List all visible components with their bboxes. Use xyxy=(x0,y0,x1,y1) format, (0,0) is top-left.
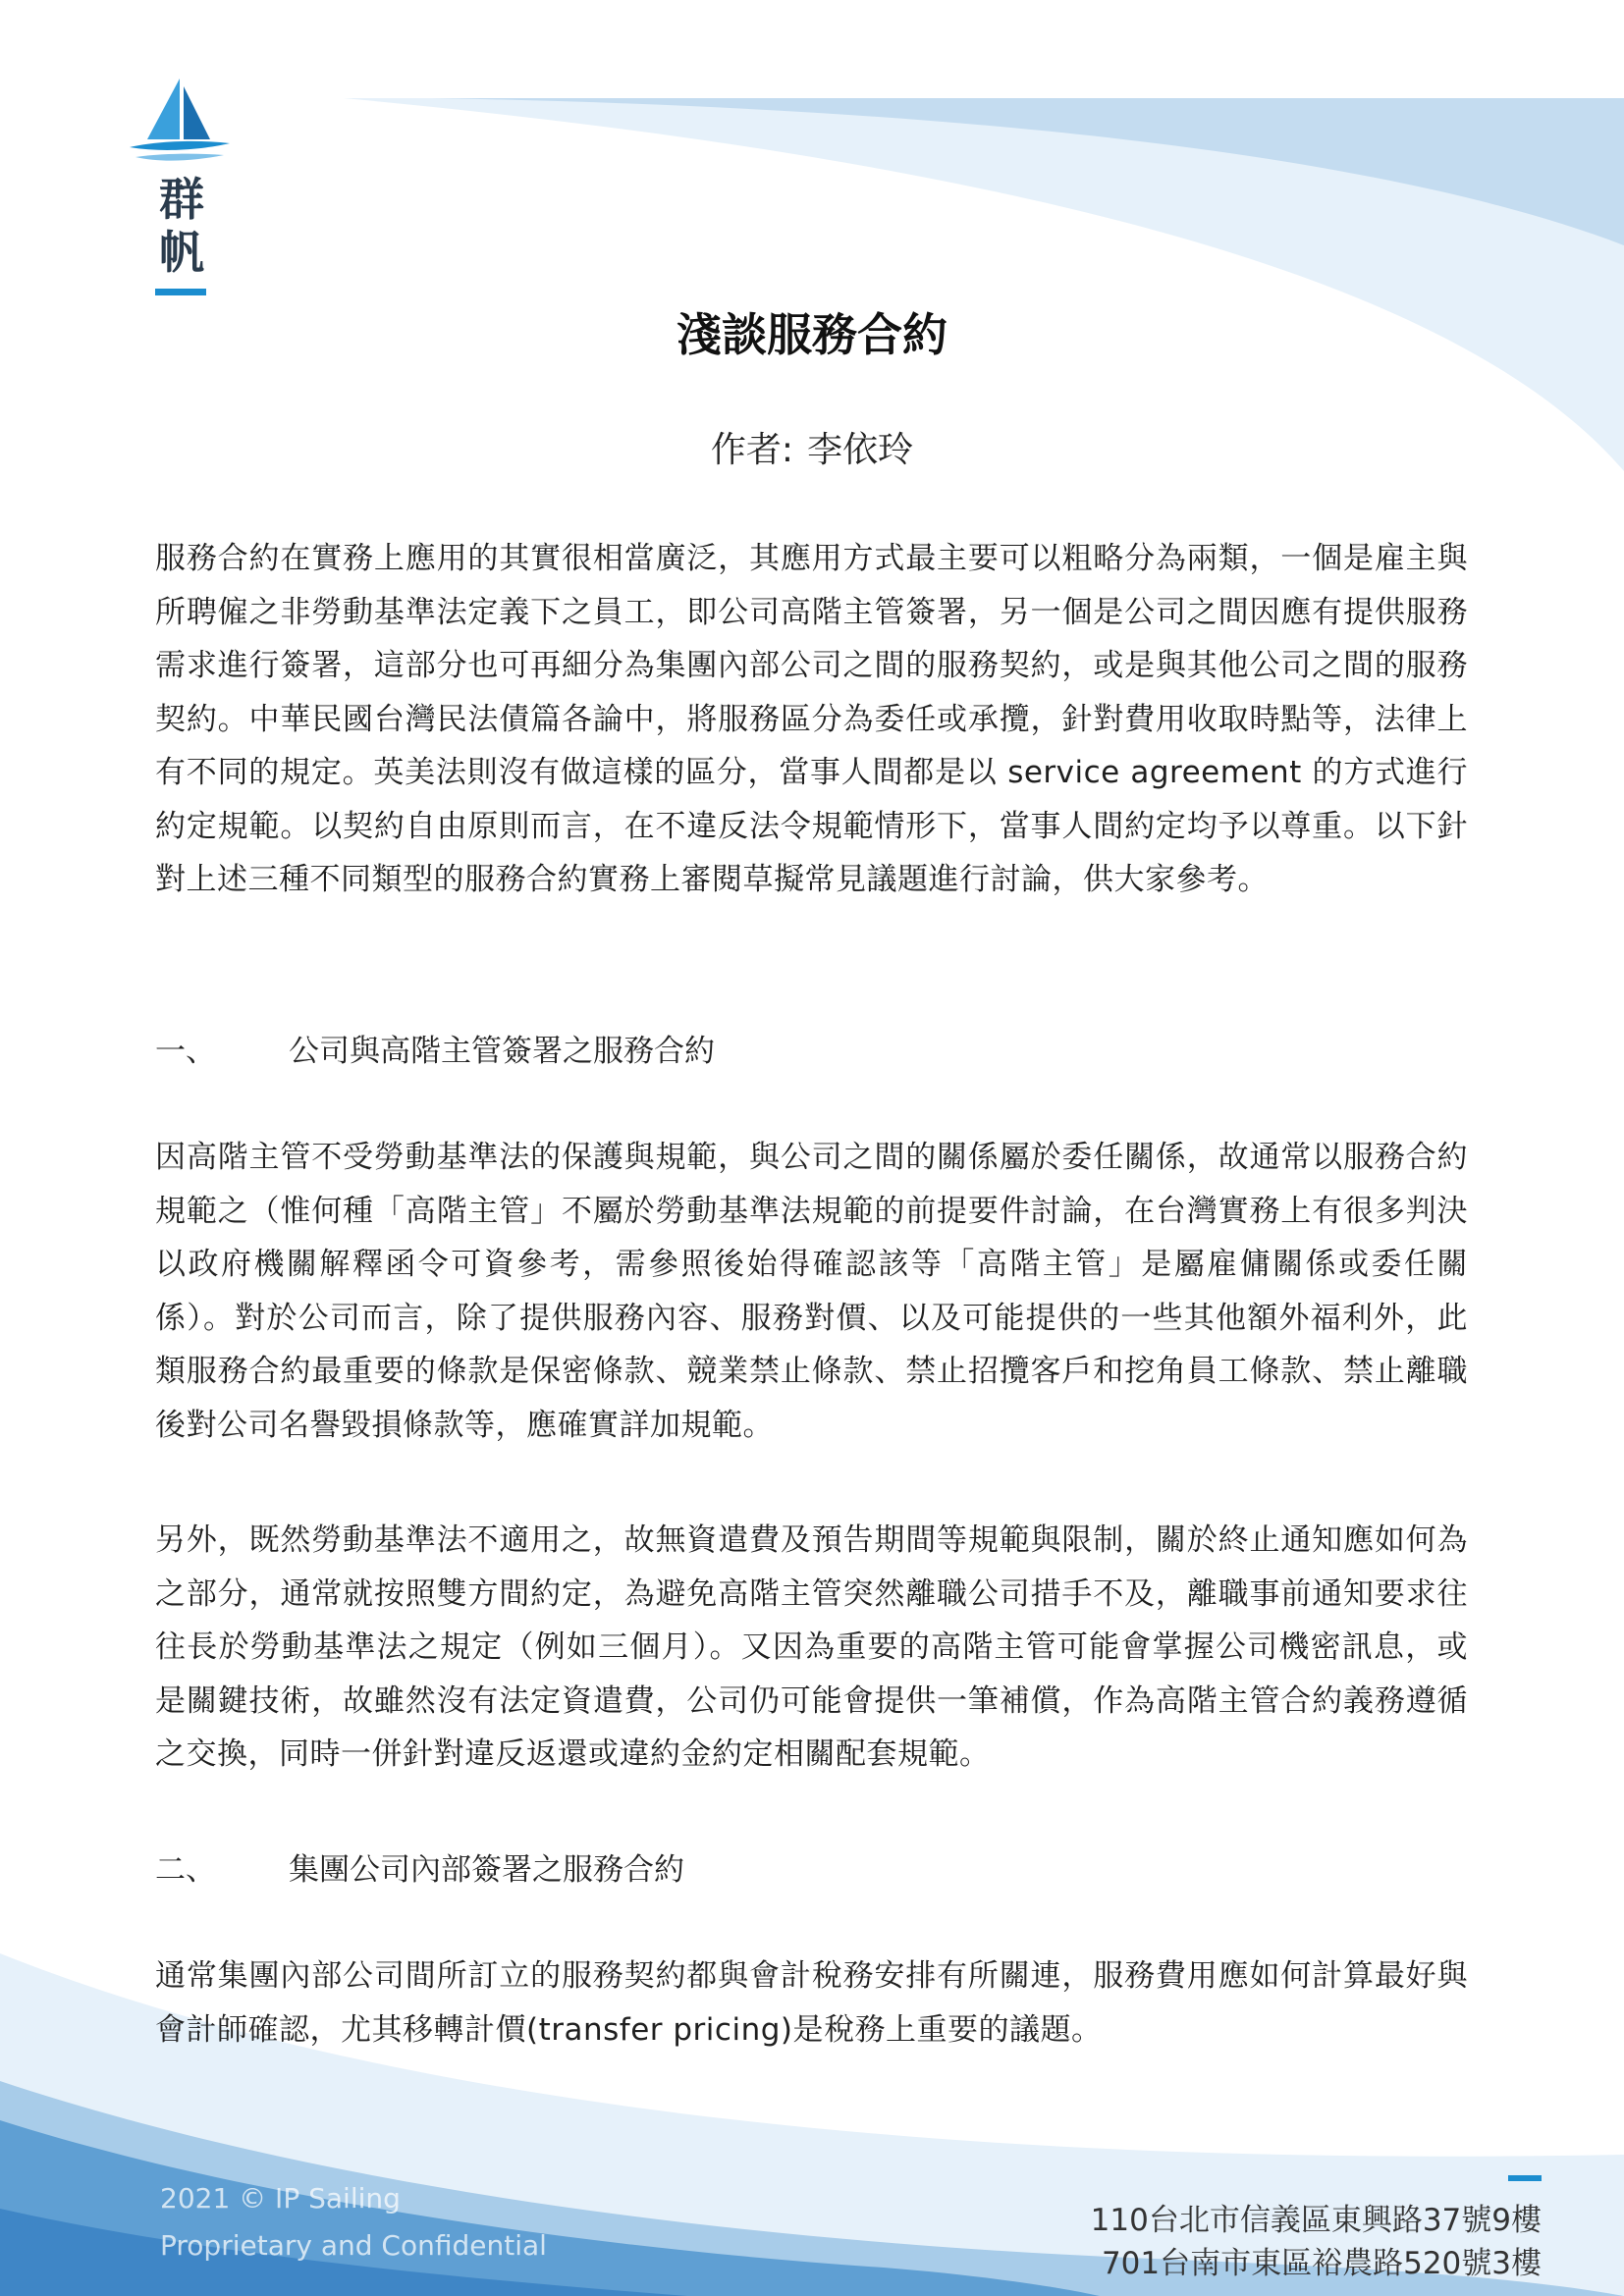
section-2-paragraph-1: 通常集團內部公司間所訂立的服務契約都與會計稅務安排有所關連，服務費用應如何計算最好與會計師確認，尤其移轉計價(transfer pricing)是稅務上重要的議題。 xyxy=(155,1958,1468,2048)
section-number: 二、 xyxy=(155,1852,216,1888)
section-number: 一、 xyxy=(155,1034,216,1069)
document-title: 淺談服務合約 xyxy=(677,308,947,361)
section-1-paragraph-2: 另外，既然勞動基準法不適用之，故無資遣費及預告期間等規範與限制，關於終止通知應如何為之部分，通常就按照雙方間約定，為避免高階主管突然離職公司措手不及，離職事前通知要求往往長於勞動基準法之規定（例如三個月）。又因為重要的高階主管可能會掌握公司機密訊息，或是關鍵技術，故雖然沒有法定資遣費，公司仍可能會提供一筆補償，作為高階主管合約義務遵循之交換，同時一併針對違反返還或違約金約定相關配套規範。 xyxy=(155,1522,1468,1772)
footer-legal xyxy=(160,2175,547,2269)
confidential-text: Proprietary and Confidential xyxy=(160,2229,547,2262)
section-heading-1 xyxy=(155,1025,715,1078)
author-line xyxy=(0,422,1624,472)
section-title: 公司與高階主管簽署之服務合約 xyxy=(289,1034,715,1069)
address-taipei: 110台北市信義區東興路37號9樓 xyxy=(1090,2203,1542,2238)
sailboat-logo-icon xyxy=(126,77,234,165)
section-heading-2 xyxy=(155,1843,684,1896)
section-1-paragraph-1: 因高階主管不受勞動基準法的保護與規範，與公司之間的關係屬於委任關係，故通常以服務合約規範之（惟何種「高階主管」不屬於勞動基準法規範的前提要件討論，在台灣實務上有很多判決以政府機關解釋函令可資參考，需參照後始得確認該等「高階主管」是屬雇傭關係或委任關係）。對於公司而言，除了提供服務內容、服務對價、以及可能提供的一些其他額外福利外，此類服務合約最重要的條款是保密條款、競業禁止條款、禁止招攬客戶和挖角員工條款、禁止離職後對公司名譽毀損條款等，應確實詳加規範。 xyxy=(155,1140,1468,1443)
address-tainan: 701台南市東區裕農路520號3樓 xyxy=(1101,2246,1542,2281)
author-label: 作者: xyxy=(710,430,794,470)
footer-addresses xyxy=(1091,2199,1542,2285)
copyright-text: 2021 © IP Sailing xyxy=(160,2182,401,2215)
footer-accent-dash xyxy=(1508,2175,1542,2181)
brand-underline xyxy=(155,289,206,295)
section-title: 集團公司內部簽署之服務合約 xyxy=(289,1852,684,1888)
brand-name: 群帆 xyxy=(159,173,204,279)
author-name: 李依玲 xyxy=(807,430,914,470)
intro-paragraph: 服務合約在實務上應用的其實很相當廣泛，其應用方式最主要可以粗略分為兩類，一個是雇主與所聘僱之非勞動基準法定義下之員工，即公司高階主管簽署，另一個是公司之間因應有提供服務需求進行簽署，這部分也可再細分為集團內部公司之間的服務契約，或是與其他公司之間的服務契約。中華民國台灣民法債篇各論中，將服務區分為委任或承攬，針對費用收取時點等，法律上有不同的規定。英美法則沒有做這樣的區分，當事人間都是以 service agreement 的方式進行約定規範。以契約自由原則而言，在不違反法令規範情形下，當事人間約定均予以尊重。以下針對上述三種不同類型的服務合約實務上審閱草擬常見議題進行討論，供大家參考。 xyxy=(155,541,1468,897)
